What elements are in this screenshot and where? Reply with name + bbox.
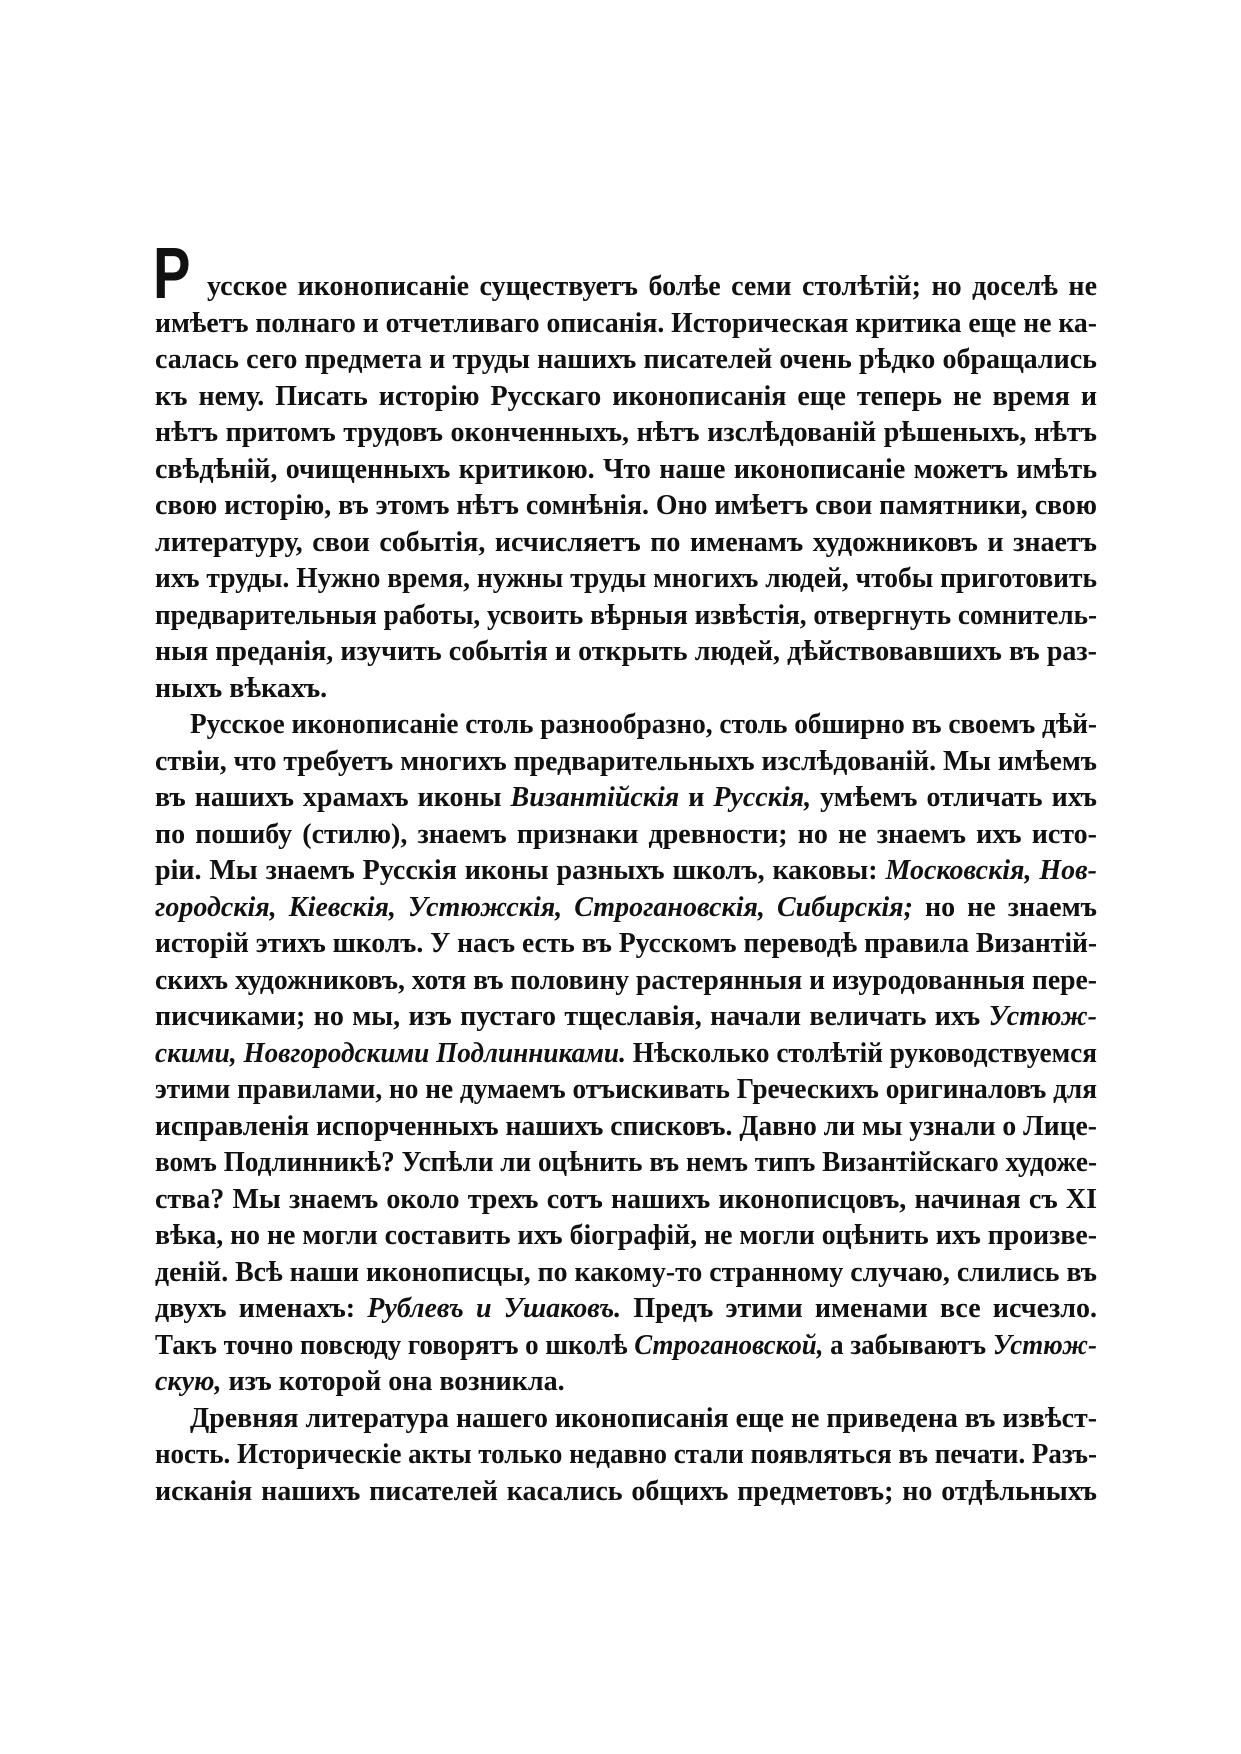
text-segment: исправленія испорченныхъ нашихъ списковъ. Давно ли мы узнали о Лице- <box>155 1110 1097 1142</box>
text-line <box>155 744 1097 781</box>
text-line-content <box>190 707 1097 744</box>
text-segment: и <box>679 782 714 813</box>
text-line-content <box>155 926 1097 963</box>
text-segment: ность. Историческіе акты только недавно стали появляться въ печати. Разъ- <box>155 1439 1097 1470</box>
text-line-content <box>155 1291 1097 1328</box>
text-line <box>155 671 1097 708</box>
text-segment: Нѣсколько столѣтій руководствуемся <box>625 1037 1097 1069</box>
italic-text: Московскія, Нов- <box>885 855 1097 886</box>
text-segment: свою исторію, въ этомъ нѣтъ сомнѣнія. Оно имѣетъ свои памятники, свою <box>155 490 1097 521</box>
italic-text: скую, <box>155 1366 222 1397</box>
text-line <box>155 1291 1097 1328</box>
text-line-content <box>155 1474 1097 1511</box>
text-line <box>155 1364 1097 1401</box>
text-line <box>155 1328 1097 1365</box>
text-segment: къ нему. Писать исторію Русскаго иконописанія еще теперь не время и <box>155 380 1097 412</box>
text-line <box>155 379 1097 416</box>
text-segment: салась сего предмета и труды нашихъ писателей очень рѣдко обращались <box>155 344 1097 375</box>
text-line-content <box>155 561 1097 598</box>
text-segment: Русское иконописаніе столь разнообразно, столь обширно въ своемъ дѣй- <box>190 709 1097 740</box>
text-segment: Такъ точно повсюду говорятъ о школѣ <box>155 1329 635 1361</box>
text-line <box>155 1255 1097 1292</box>
text-line <box>155 1218 1097 1255</box>
text-line <box>155 1036 1097 1073</box>
text-segment: нѣтъ притомъ трудовъ оконченныхъ, нѣтъ изслѣдованій рѣшеныхъ, нѣтъ <box>155 417 1097 448</box>
italic-text: Строгановской, <box>634 1329 824 1361</box>
text-line-content <box>155 744 1097 781</box>
text-line-content <box>155 488 1097 525</box>
text-segment: исторій этихъ школъ. У насъ есть въ Русскомъ переводѣ правила Византій- <box>155 928 1097 959</box>
drop-cap: Р <box>153 234 191 314</box>
text-segment: ихъ труды. Нужно время, нужны труды многихъ людей, чтобы приготовить <box>155 563 1097 594</box>
text-segment: ствіи, что требуетъ многихъ предварительныхъ изслѣдованій. Мы имѣемъ <box>155 745 1097 777</box>
text-segment: вѣка, но не могли составить ихъ біографій, не могли оцѣнить ихъ произве- <box>155 1220 1097 1251</box>
text-line <box>155 488 1097 525</box>
text-line <box>155 707 1097 744</box>
italic-text: скими, Новгородскими Подлинниками. <box>155 1037 626 1069</box>
text-segment: скихъ художниковъ, хотя въ половину растерянныя и изуродованныя пере- <box>155 964 1097 996</box>
text-line-content <box>155 780 1097 817</box>
text-line <box>155 1109 1097 1146</box>
text-segment: вомъ Подлинникѣ? Успѣли ли оцѣнить въ немъ типъ Византійскаго художе- <box>155 1147 1097 1178</box>
text-line-content <box>155 671 327 708</box>
italic-text: Византійскія <box>510 782 680 813</box>
text-line <box>155 1072 1097 1109</box>
text-line-content <box>155 306 1097 343</box>
text-line-content <box>155 1182 1097 1219</box>
text-segment: исканія нашихъ писателей касались общихъ предметовъ; но отдѣльныхъ <box>155 1475 1097 1507</box>
text-line <box>155 561 1097 598</box>
text-line-content <box>155 415 1097 452</box>
text-segment: умѣемъ отличать ихъ <box>811 782 1097 813</box>
text-line <box>155 999 1097 1036</box>
text-segment: а забываютъ <box>823 1329 993 1361</box>
text-line-content <box>190 1401 1097 1438</box>
text-line <box>155 1437 1097 1474</box>
text-line-content <box>155 1036 1097 1073</box>
text-line-content <box>155 1109 1097 1146</box>
text-line-content <box>155 1364 565 1401</box>
text-line <box>155 306 1097 343</box>
text-line <box>155 926 1097 963</box>
text-segment: предварительныя работы, усвоить вѣрныя извѣстія, отвергнуть сомнитель- <box>155 599 1097 631</box>
text-line-content <box>155 1145 1097 1182</box>
text-line-content <box>207 269 1097 306</box>
text-segment: ныхъ вѣкахъ. <box>155 672 328 704</box>
text-line-content <box>155 1255 1097 1292</box>
text-line <box>155 817 1097 854</box>
text-line-content <box>155 379 1097 416</box>
text-line-content <box>155 342 1097 379</box>
text-line-content <box>155 452 1097 489</box>
text-line-content <box>155 963 1097 1000</box>
italic-text: городскія, Кіевскія, Устюжскія, Строгановскія, Сибирскія; <box>155 891 913 923</box>
text-segment: свѣдѣній, очищенныхъ критикою. Что наше иконописаніе можетъ имѣть <box>155 453 1097 485</box>
text-line-content <box>155 1328 1097 1365</box>
text-segment: имѣетъ полнаго и отчетливаго описанія. Историческая критика еще не ка- <box>155 307 1097 339</box>
text-line <box>155 1182 1097 1219</box>
text-line <box>155 1474 1097 1511</box>
text-segment: этими правилами, но не думаемъ отъискивать Греческихъ оригиналовъ для <box>155 1074 1097 1105</box>
text-line-content <box>155 890 1097 927</box>
italic-text: Рублевъ и Ушаковъ. <box>367 1293 622 1324</box>
text-line <box>155 342 1097 379</box>
text-line <box>155 1401 1097 1438</box>
text-line <box>155 890 1097 927</box>
text-line-content <box>155 1072 1097 1109</box>
text-segment: ныя преданія, изучить событія и открыть людей, дѣйствовавшихъ въ раз- <box>155 636 1097 667</box>
text-segment: въ нашихъ храмахъ иконы <box>155 782 511 813</box>
body-text <box>155 269 1097 1510</box>
text-segment: усское иконописаніе существуетъ болѣе семи столѣтій; но доселѣ не <box>207 271 1097 302</box>
text-line-content <box>155 1437 1097 1474</box>
text-line <box>155 525 1097 562</box>
text-line <box>155 1145 1097 1182</box>
text-line-content <box>155 853 1097 890</box>
text-segment: литературу, свои событія, исчисляетъ по именамъ художниковъ и знаетъ <box>155 526 1097 558</box>
text-segment: Древняя литература нашего иконописанія еще не приведена въ извѣст- <box>190 1402 1097 1434</box>
text-line <box>155 780 1097 817</box>
text-line <box>155 415 1097 452</box>
text-line-content <box>155 634 1097 671</box>
text-line <box>155 598 1097 635</box>
italic-text: Русскія, <box>713 782 812 813</box>
text-segment: двухъ именахъ: <box>155 1293 368 1324</box>
text-line-content <box>155 999 1097 1036</box>
text-segment: деній. Всѣ наши иконописцы, по какому-то странному случаю, слились въ <box>155 1256 1097 1288</box>
text-segment: ства? Мы знаемъ около трехъ сотъ нашихъ иконописцовъ, начиная съ XI <box>155 1183 1097 1215</box>
text-segment: ріи. Мы знаемъ Русскія иконы разныхъ школъ, каковы: <box>155 855 886 886</box>
text-segment: по пошибу (стилю), знаемъ признаки древности; но не знаемъ ихъ исто- <box>155 818 1097 850</box>
text-line-content <box>155 1218 1097 1255</box>
text-segment: писчиками; но мы, изъ пустаго тщеславія, начали величать ихъ <box>155 1001 989 1032</box>
text-line <box>155 853 1097 890</box>
text-line-content <box>155 525 1097 562</box>
italic-text: Устюж- <box>988 1001 1097 1032</box>
text-segment: Предъ этими именами все исчезло. <box>621 1293 1097 1324</box>
text-line <box>155 963 1097 1000</box>
text-line-content <box>155 817 1097 854</box>
text-segment: изъ которой она возникла. <box>221 1366 565 1397</box>
text-segment: но не знаемъ <box>912 891 1097 923</box>
text-line <box>155 452 1097 489</box>
text-line <box>155 634 1097 671</box>
italic-text: Устюж- <box>992 1329 1097 1361</box>
text-line-content <box>155 598 1097 635</box>
text-line <box>155 269 1097 306</box>
